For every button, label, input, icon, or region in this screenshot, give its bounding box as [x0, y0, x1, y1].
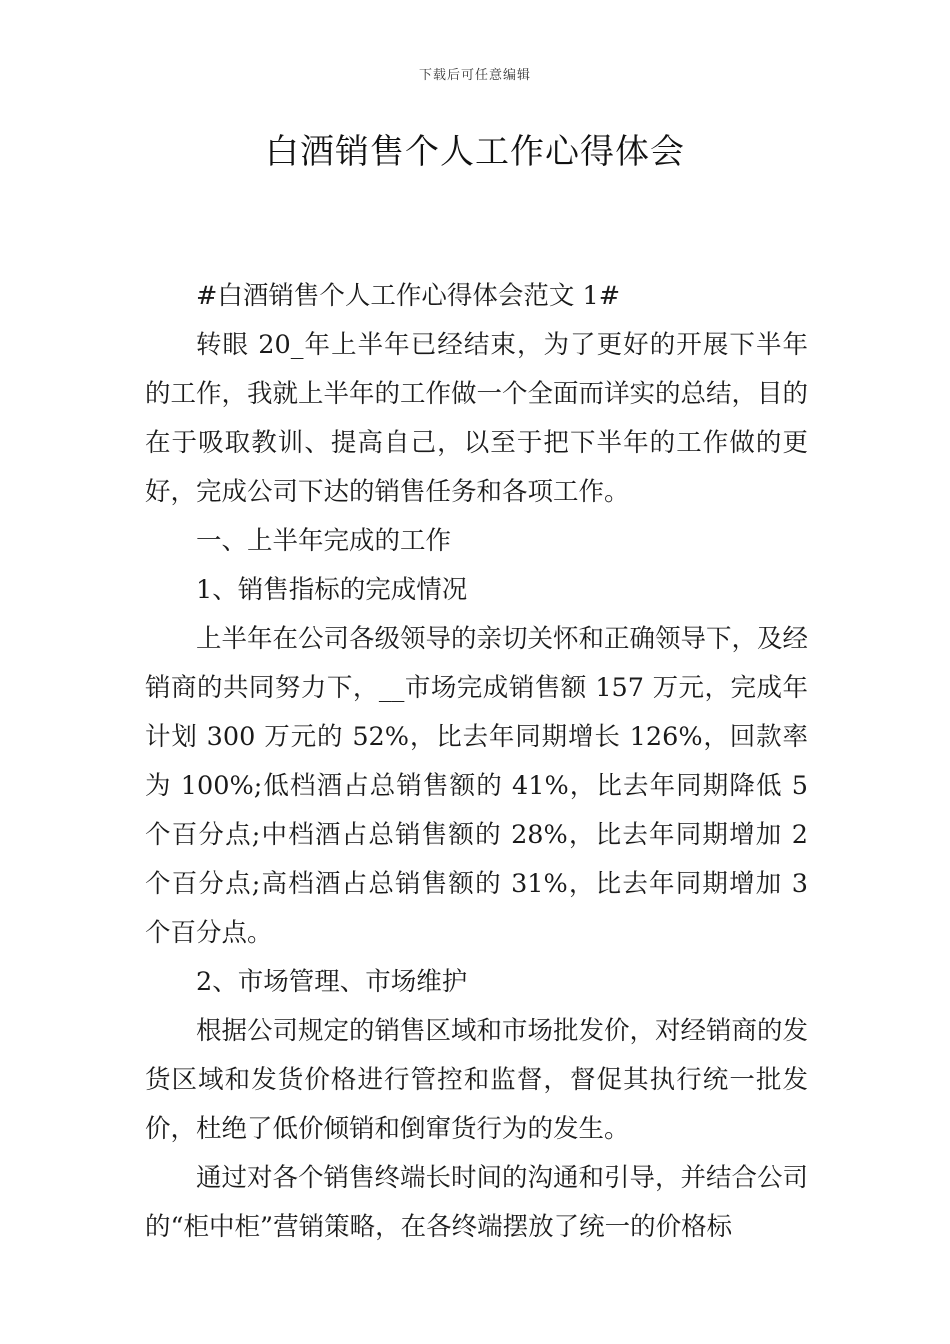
paragraph-terminal-communication: 通过对各个销售终端长时间的沟通和引导，并结合公司的“柜中柜”营销策略，在各终端摆放了统一的价格标 — [145, 1163, 809, 1242]
document-body — [145, 272, 808, 1252]
paragraph-market-management: 根据公司规定的销售区域和市场批发价，对经销商的发货区域和发货价格进行管控和监督，督促其执行统一批发价，杜绝了低价倾销和倒窜货行为的发生。 — [145, 1016, 809, 1144]
paragraph-sample-heading: #白酒销售个人工作心得体会范文 1# — [196, 281, 621, 311]
paragraph-sales-results: 上半年在公司各级领导的亲切关怀和正确领导下，及经销商的共同努力下，__市场完成销售额 157 万元，完成年计划 300 万元的 52%，比去年同期增长 126%，回款率为 100%;低档酒占总销售额的 41%，比去年同期降低 5 个百分点;中档酒占总销售额的 28%，比去年同期增加 2 个百分点;高档酒占总销售额的 31%，比去年同期增加 3 个百分点。 — [145, 624, 809, 948]
document-title: 白酒销售个人工作心得体会 — [265, 132, 685, 172]
subsection-heading-1: 1、销售指标的完成情况 — [196, 575, 468, 605]
section-heading-1: 一、上半年完成的工作 — [196, 526, 452, 556]
paragraph-intro: 转眼 20_年上半年已经结束，为了更好的开展下半年的工作，我就上半年的工作做一个全面而详实的总结，目的在于吸取教训、提高自己，以至于把下半年的工作做的更好，完成公司下达的销售任务和各项工作。 — [145, 330, 809, 507]
subsection-heading-2: 2、市场管理、市场维护 — [196, 967, 468, 997]
header-note: 下载后可任意编辑 — [418, 68, 531, 83]
